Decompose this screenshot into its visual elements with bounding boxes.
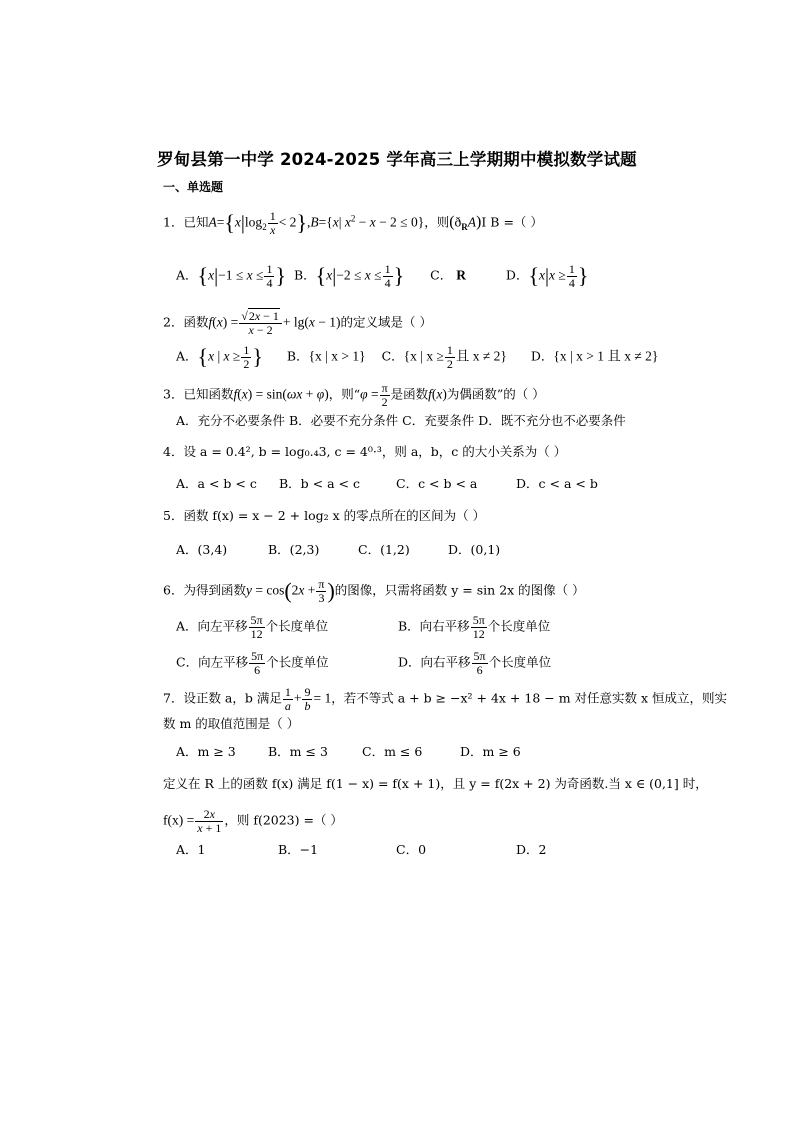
question-4-stem: 4．设 a = 0.4², b = log₀.₄3, c = 4⁰·³，则 a，b，c 的大小关系为（ ） bbox=[163, 444, 567, 459]
question-1-stem: 1．已知$A=\{x|\log_2$ $\frac{1}{x}$ < 2},B={x| $x^2 - x - 2 \le 0$}，则$(ð_RA)I$ B =（ ） bbox=[163, 209, 543, 237]
question-8-stem: 定义在 R 上的函数 f(x) 满足 f(1 − x) = f(x + 1)，且 y = f(2x + 2) 为奇函数.当 x ∈ (0,1] 时， bbox=[163, 776, 708, 791]
question-6-option-b: B．向右平移 $\frac{5\pi}{12}$ 个长度单位 bbox=[398, 613, 551, 641]
question-2-options: A．{x | x ≥ $\frac{1}{2}$ } B．{x | x > 1} C．{x | x ≥ $\frac{1}{2}$ 且 x ≠ 2} D．{x | x > 1 且 x ≠ 2} bbox=[176, 343, 659, 371]
question-2-stem: 2．函数f(x) = $\frac{√2x - 1}{x - 2}$ + lg(x − 1)的定义域是（ ） bbox=[163, 309, 433, 337]
question-3-options: A．充分不必要条件 B．必要不充分条件 C．充要条件 D．既不充分也不必要条件 bbox=[176, 413, 626, 428]
question-6-option-a: A．向左平移 $\frac{5\pi}{12}$ 个长度单位 bbox=[176, 613, 329, 641]
question-7-stem-line2: 数 m 的取值范围是（ ） bbox=[163, 716, 300, 731]
question-5-stem: 5．函数 f(x) = x − 2 + log₂ x 的零点所在的区间为（ ） bbox=[163, 508, 486, 523]
exam-page: 罗甸县第一中学 2024-2025 学年高三上学期期中模拟数学试题 一、单选题 1．已知$A=\{x|\log_2$ $\frac{1}{x}$ < 2},B={x| $x^2 - x - 2 \le 0$}，则$(ð_RA)I$ B =（ ） A．{x|−1 ≤ x ≤ $\frac{1}{4}$ } B．{x|−2 ≤ x ≤ $\frac{1}{4}$ } C． R D．{x|x ≥ $\frac{1}{4}$ } 2．函数f(x) = $\frac{√2x - 1}{x - 2}$ + lg(x − 1)的定义域是（ ） A．{x | x ≥ $\frac{1}{2}$ } B．{x | x > 1} C．{x | x ≥ $\frac{1}{2}$ 且 x ≠ 2} D．{x | x > 1 且 x ≠ 2} 3．已知函数f(x) = sin(ωx + φ)，则“φ = $\frac{\pi}{2}$ 是函数f(x)为偶函数”的（ ） A．充分不必要条件 B．必要不充分条件 C．充要条件 D．既不充分也不必要条件 4．设 a = 0.4², b = log₀.₄3, c = 4⁰·³，则 a，b，c 的大小关系为（ ） A．a < b < c B．b < a < c C．c < b < a D．c < a < b 5．函数 f(x) = x − 2 + log₂ x 的零点所在的区间为（ ） A．(3,4) B．(2,3) C．(1,2) D．(0,1) 6．为得到函数y = cos(2x + $\frac{\pi}{3}$ )的图像，只需将函数 y = sin 2x 的图像（ ） A．向左平移 $\frac{5\pi}{12}$ 个长度单位 B．向右平移 $\frac{5\pi}{12}$ 个长度单位 C．向左平移 $\frac{5\pi}{6}$ 个长度单位 D．向右平移 $\frac{5\pi}{6}$ 个长度单位 7．设正数 a，b 满足 $\frac{1}{a}$ + $\frac{9}{b}$ = 1，若不等式 a + b ≥ −x² + 4x + 18 − m 对任意实数 x 恒成立，则实 数 m 的取值范围是（ ） A．m ≥ 3 B．m ≤ 3 C．m ≤ 6 D．m ≥ 6 定义在 R 上的函数 f(x) 满足 f(1 − x) = f(x + 1)，且 y = f(2x + 2) 为奇函数.当 x ∈ (0,1] 时， f(x) = $\frac{2x}{x + 1}$ ，则 f(2023) =（ ） A．1 B．−1 C．0 D．2 bbox=[0, 0, 794, 1124]
question-3-stem: 3．已知函数f(x) = sin(ωx + φ)，则“φ = $\frac{\pi}{2}$ 是函数f(x)为偶函数”的（ ） bbox=[163, 381, 545, 409]
page-title: 罗甸县第一中学 2024-2025 学年高三上学期期中模拟数学试题 bbox=[157, 150, 637, 169]
question-6-option-c: C．向左平移 $\frac{5\pi}{6}$ 个长度单位 bbox=[176, 649, 329, 677]
question-1-options: A．{x|−1 ≤ x ≤ $\frac{1}{4}$ } B．{x|−2 ≤ x ≤ $\frac{1}{4}$ } C． R D．{x|x ≥ $\frac{1}{4}$ } bbox=[176, 262, 589, 290]
question-8-stem-line2: f(x) = $\frac{2x}{x + 1}$ ，则 f(2023) =（ ） bbox=[163, 807, 343, 835]
question-6-stem: 6．为得到函数y = cos(2x + $\frac{\pi}{3}$ )的图像，只需将函数 y = sin 2x 的图像（ ） bbox=[163, 577, 585, 605]
section-heading: 一、单选题 bbox=[163, 180, 224, 194]
question-7-stem: 7．设正数 a，b 满足 $\frac{1}{a}$ + $\frac{9}{b}$ = 1，若不等式 a + b ≥ −x² + 4x + 18 − m 对任意实数 x 恒成立，则实 bbox=[163, 685, 728, 713]
question-6-option-d: D．向右平移 $\frac{5\pi}{6}$ 个长度单位 bbox=[398, 649, 552, 677]
